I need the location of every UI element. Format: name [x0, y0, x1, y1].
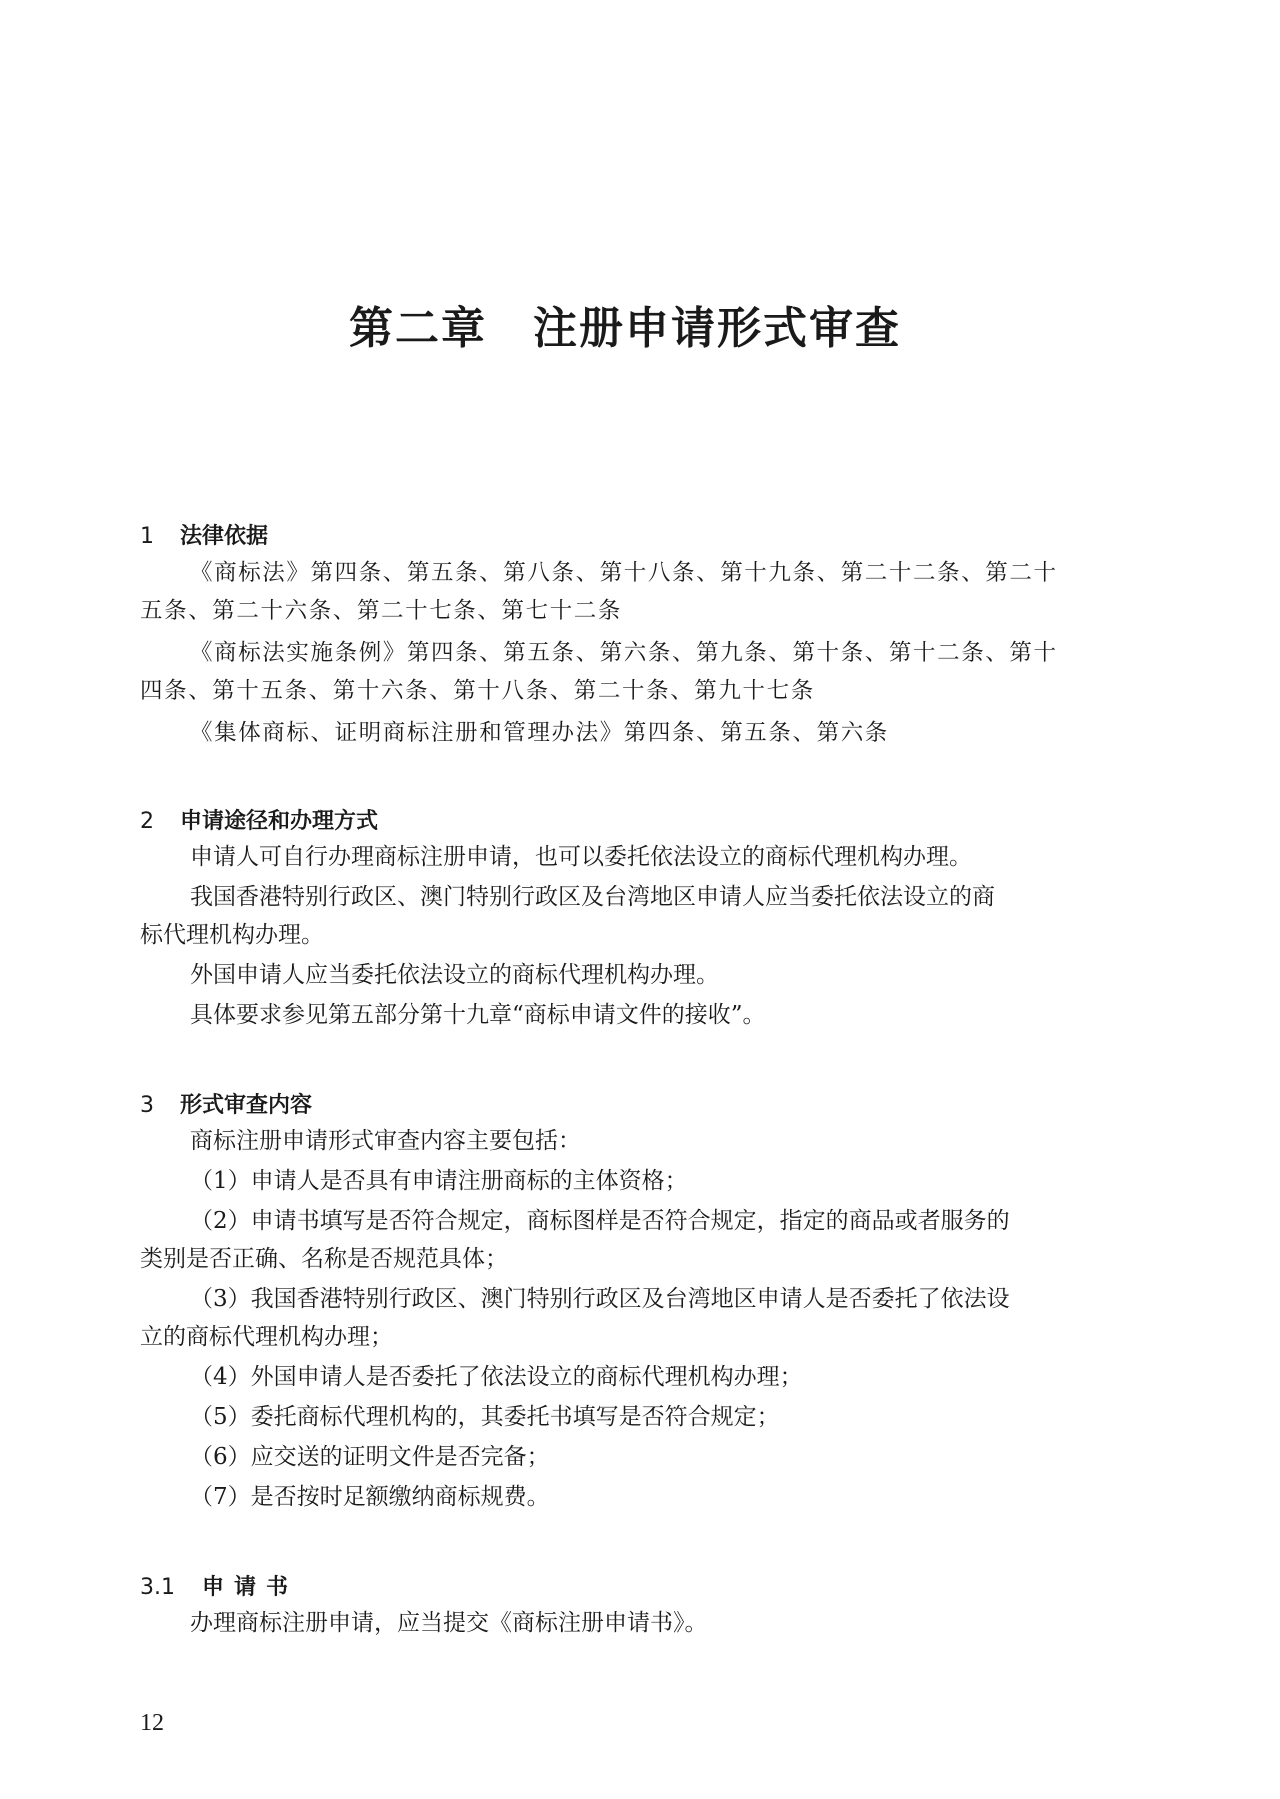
paragraph-line: 五条、第二十六条、第二十七条、第七十二条: [140, 598, 623, 624]
page-number: 12: [140, 1710, 164, 1736]
section-heading-1: [140, 519, 268, 550]
list-item: 类别是否正确、名称是否规范具体；: [140, 1246, 508, 1272]
section-title: 形式审查内容: [180, 1093, 313, 1118]
paragraph-line: 我国香港特别行政区、澳门特别行政区及台湾地区申请人应当委托依法设立的商: [190, 884, 995, 910]
chapter-name: 注册申请形式审查: [533, 303, 901, 354]
section-title: 法律依据: [180, 524, 269, 549]
paragraph-line: 《商标法实施条例》第四条、第五条、第六条、第九条、第十条、第十二条、第十: [190, 640, 1058, 666]
list-item: （6）应交送的证明文件是否完备；: [190, 1444, 550, 1470]
list-item: （1）申请人是否具有申请注册商标的主体资格；: [190, 1168, 688, 1194]
chapter-title: [0, 292, 1250, 356]
paragraph-line: 标代理机构办理。: [140, 922, 324, 948]
list-item: （5）委托商标代理机构的，其委托书填写是否符合规定；: [190, 1404, 780, 1430]
section-title: 申请途径和办理方式: [180, 809, 379, 834]
list-item: （3）我国香港特别行政区、澳门特别行政区及台湾地区申请人是否委托了依法设: [190, 1286, 1010, 1312]
section-number: 2: [140, 809, 154, 834]
section-title: 申请书: [202, 1575, 299, 1600]
section-number: 3: [140, 1093, 154, 1118]
list-item: 立的商标代理机构办理；: [140, 1324, 393, 1350]
paragraph-line: 申请人可自行办理商标注册申请，也可以委托依法设立的商标代理机构办理。: [190, 844, 972, 870]
paragraph-line: 外国申请人应当委托依法设立的商标代理机构办理。: [190, 962, 719, 988]
section-heading-2: [140, 804, 378, 835]
section-number: 1: [140, 524, 154, 549]
list-item: （4）外国申请人是否委托了依法设立的商标代理机构办理；: [190, 1364, 803, 1390]
list-item: （2）申请书填写是否符合规定，商标图样是否符合规定，指定的商品或者服务的: [190, 1208, 1010, 1234]
paragraph-line: 具体要求参见第五部分第十九章“商标申请文件的接收”。: [190, 1002, 766, 1028]
section-number: 3.1: [140, 1575, 175, 1600]
section-heading-3-1: [140, 1570, 298, 1601]
paragraph-line: 商标注册申请形式审查内容主要包括：: [190, 1128, 581, 1154]
chapter-number: 第二章: [349, 303, 487, 354]
paragraph-line: 四条、第十五条、第十六条、第十八条、第二十条、第九十七条: [140, 678, 815, 704]
paragraph-line: 《集体商标、证明商标注册和管理办法》第四条、第五条、第六条: [190, 720, 889, 746]
list-item: （7）是否按时足额缴纳商标规费。: [190, 1484, 550, 1510]
paragraph-line: 《商标法》第四条、第五条、第八条、第十八条、第十九条、第二十二条、第二十: [190, 560, 1058, 586]
section-heading-3: [140, 1088, 312, 1119]
paragraph-line: 办理商标注册申请，应当提交《商标注册申请书》。: [190, 1610, 708, 1636]
